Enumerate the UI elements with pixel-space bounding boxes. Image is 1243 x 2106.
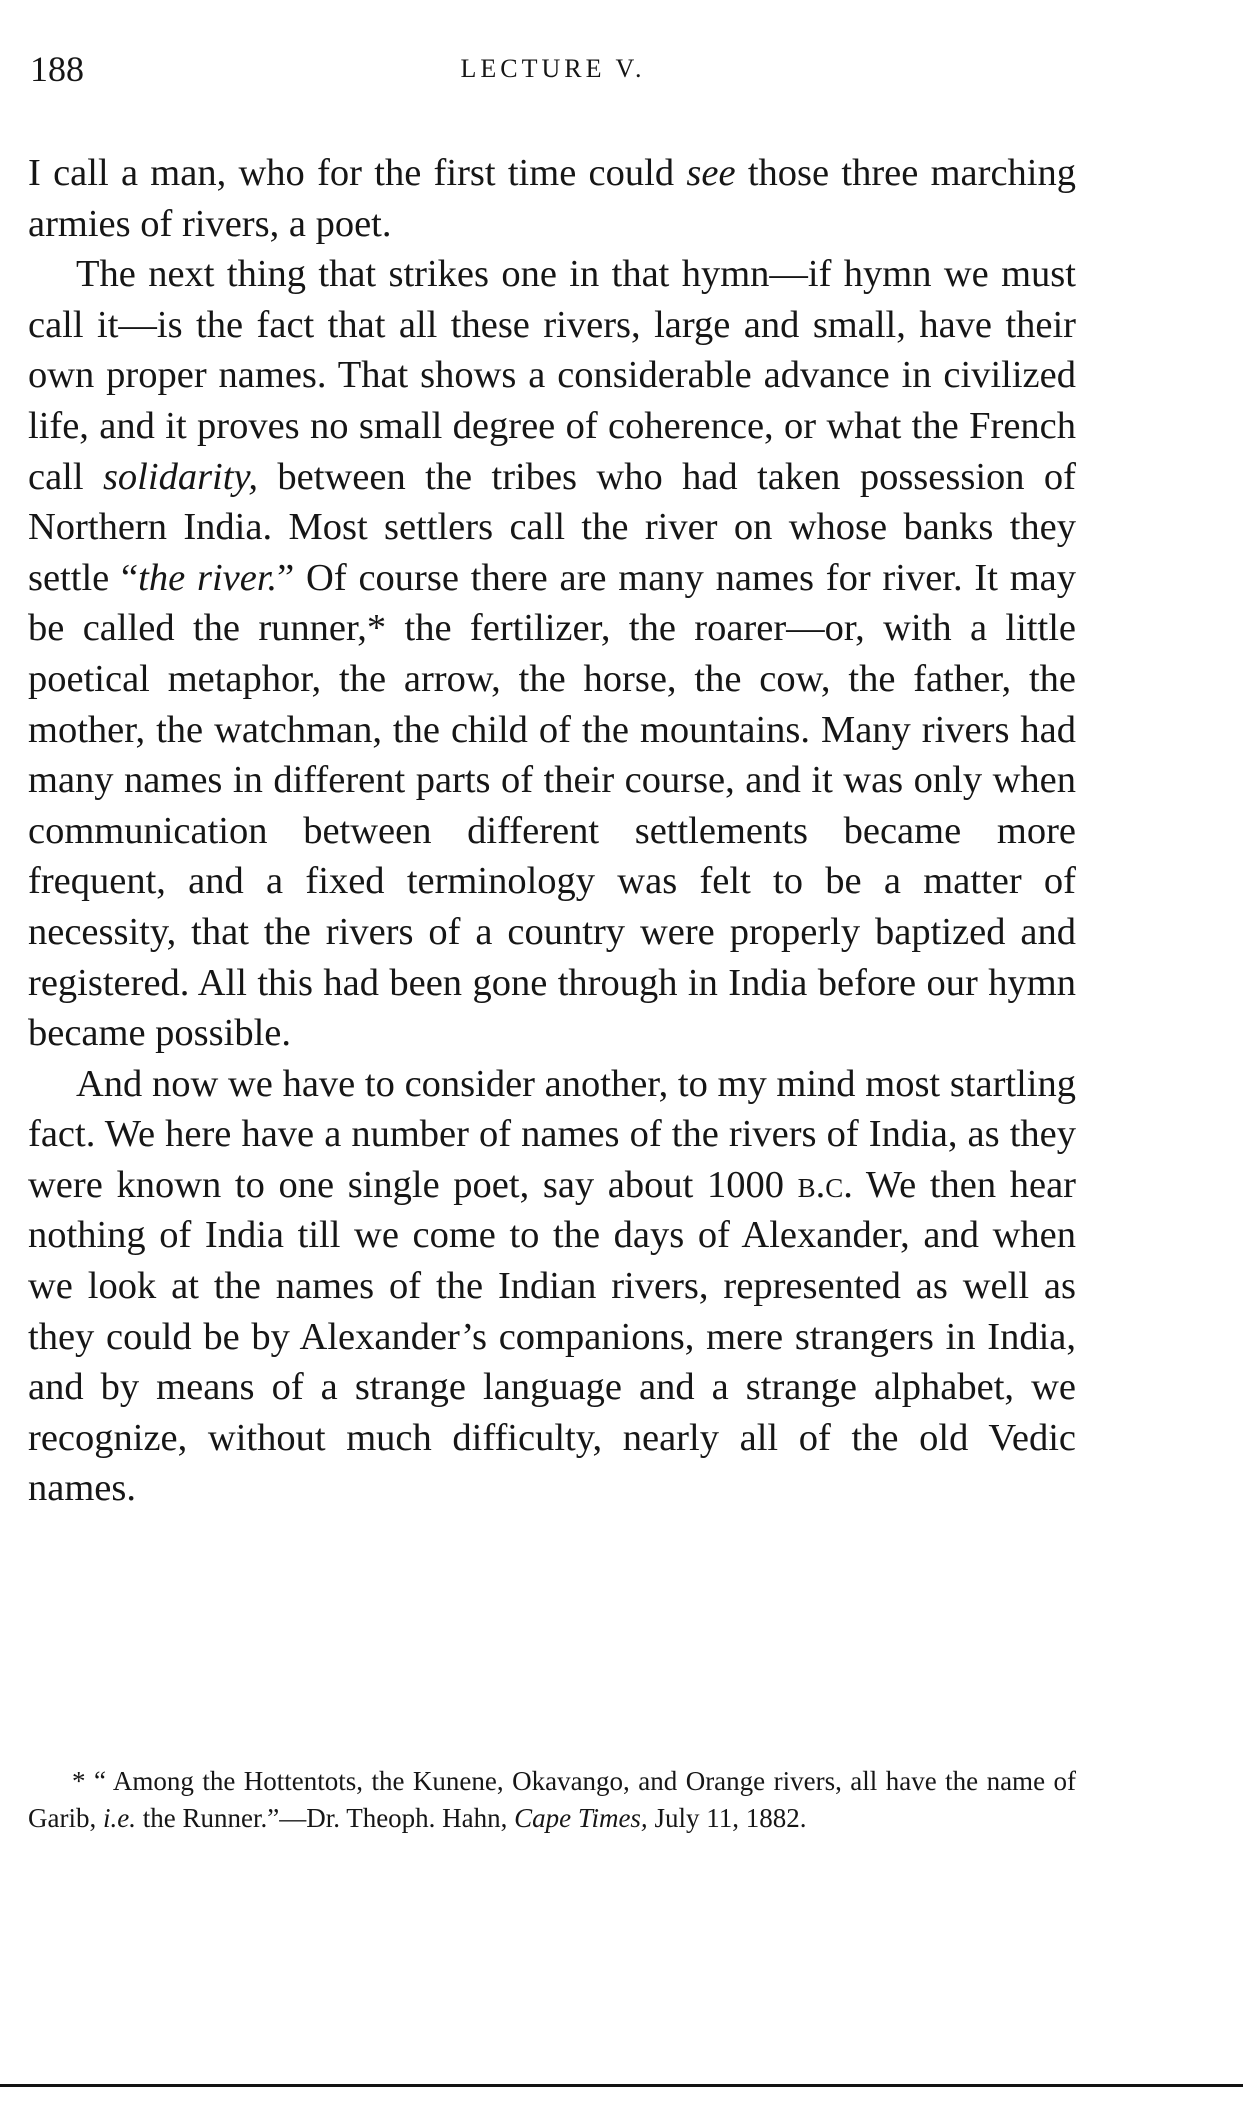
- page-header: [30, 48, 1076, 98]
- paragraph-3: [28, 1059, 1076, 1514]
- paragraph-3-text-c: We then hear nothing of India till we come to the days of Alexander, and when we look at the names of the Indian rivers, represented as well as they could be by Alexander’s companions, mere strangers in India, and by means of a strange language and a strange alphabet, we recognize, without much difficulty, nearly all of the old Vedic names.: [28, 1163, 1076, 1510]
- paragraph-2-italic-the-river: the river.: [138, 556, 278, 599]
- paragraph-3-small-caps-bc: b.c.: [797, 1163, 853, 1206]
- paragraph-1-text-c: those three marching armies of rivers, a poet.: [28, 152, 1076, 245]
- paragraph-2-italic-solidarity: solidarity,: [102, 455, 259, 498]
- footnote-text: [28, 1763, 1076, 1837]
- paragraph-3-text-a: And now we have to consider another, to my mind most startling fact. We here have a number of names of the rivers of India, as they were known to one single poet, say about 1000: [28, 1062, 1076, 1206]
- footnote-text-c: the Runner.”—Dr. Theoph. Hahn,: [135, 1803, 515, 1833]
- bottom-edge-rule: [0, 2084, 1243, 2087]
- body-text: [28, 148, 1076, 1514]
- footnote: [28, 1763, 1076, 1837]
- paragraph-2-text-c: between the tribes who had taken possession of Northern India. Most settlers call the river on whose banks they settle “: [28, 455, 1076, 599]
- footnote-text-e: July 11, 1882.: [647, 1803, 807, 1833]
- paragraph-2: [28, 249, 1076, 1059]
- footnote-italic-ie: i.e.: [102, 1803, 136, 1833]
- footnote-text-a: * “ Among the Hottentots, the Kunene, Okavango, and Orange rivers, all have the name of Garib,: [28, 1766, 1076, 1833]
- paragraph-1-italic-see: see: [686, 152, 736, 194]
- paragraph-1: [28, 148, 1076, 249]
- paragraph-1-text-a: I call a man, who for the first time could: [28, 152, 687, 194]
- footnote-italic-cape-times: Cape Times,: [514, 1803, 648, 1833]
- paragraph-2-text-a: The next thing that strikes one in that hymn—if hymn we must call it—is the fact that all these rivers, large and small, have their own proper names. That shows a considerable advance in civilized life, and it proves no small degree of coherence, or what the French call: [28, 253, 1076, 498]
- paragraph-2-text-e: ” Of course there are many names for river. It may be called the runner,* the fertilizer, the roarer—or, with a little poetical metaphor, the arrow, the horse, the cow, the father, the mother, the watchman, the child of the mountains. Many rivers had many names in different parts of their course, and it was only when communication between different settlements became more frequent, and a fixed terminology was felt to be a matter of necessity, that the rivers of a country were properly baptized and registered. All this had been gone through in India before our hymn became possible.: [28, 556, 1076, 1055]
- running-head: LECTURE V.: [460, 54, 646, 83]
- page-number: 188: [30, 49, 84, 89]
